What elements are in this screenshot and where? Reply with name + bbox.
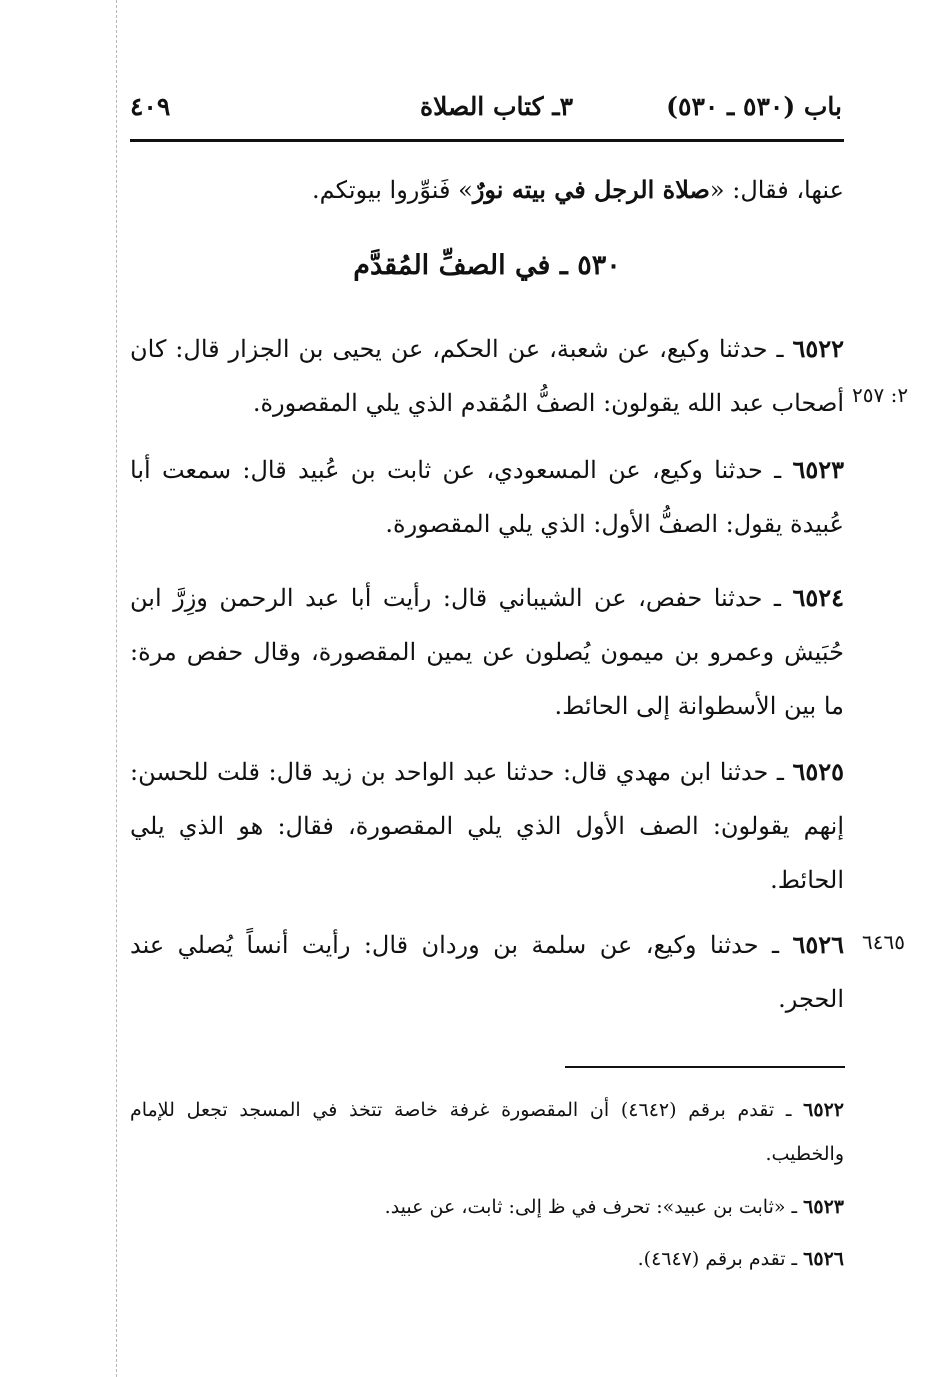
hadith-number: ٦٥٢٣	[792, 455, 844, 484]
hadith-number: ٦٥٢٤	[792, 583, 844, 612]
opening-after: » فَنوِّروا بيوتكم.	[312, 176, 473, 204]
page-number: ٤٠٩	[130, 92, 171, 121]
opening-before: عنها، فقال: «	[709, 176, 844, 204]
book-title: ٣ـ كتاب الصلاة	[420, 92, 574, 121]
hadith-6523	[130, 443, 844, 551]
footnote-number: ٦٥٢٦	[803, 1248, 844, 1270]
hadith-number: ٦٥٢٥	[792, 757, 844, 786]
hadith-text: ـ حدثنا حفص، عن الشيباني قال: رأيت أبا عبد الرحمن وزِرَّ ابن حُبَيش وعمرو بن ميمون يُصلون عن يمين المقصورة، وقال حفص مرة: ما بين الأسطوانة إلى الحائط.	[130, 584, 844, 720]
opening-quote: صلاة الرجل في بيته نورٌ	[472, 175, 710, 204]
hadith-number: ٦٥٢٢	[792, 334, 845, 363]
footnote-text: ـ تقدم برقم (٤٦٤٧).	[637, 1248, 804, 1270]
header-rule	[130, 139, 844, 142]
margin-cross-ref: ٦٤٦٥	[862, 930, 905, 954]
chapter-range: باب (٥٣٠ ـ ٥٣٠)	[666, 92, 842, 121]
hadith-number: ٦٥٢٦	[792, 930, 844, 959]
margin-volume-page: ٢: ٢٥٧	[852, 383, 909, 407]
hadith-text: ـ حدثنا ابن مهدي قال: حدثنا عبد الواحد بن زيد قال: قلت للحسن: إنهم يقولون: الصف الأول الذي يلي المقصورة، فقال: هو الذي يلي الحائط.	[130, 758, 844, 894]
footnote-number: ٦٥٢٢	[803, 1099, 844, 1121]
opening-line	[130, 163, 844, 217]
footnote-6522	[130, 1088, 844, 1176]
page-edge-line	[116, 0, 117, 1377]
section-title: ٥٣٠ ـ في الصفِّ المُقدَّم	[353, 250, 621, 281]
hadith-text: ـ حدثنا وكيع، عن المسعودي، عن ثابت بن عُبيد قال: سمعت أبا عُبيدة يقول: الصفُّ الأول: الذي يلي المقصورة.	[130, 456, 844, 538]
footnote-number: ٦٥٢٣	[803, 1196, 844, 1218]
footnote-6526	[130, 1237, 844, 1281]
footnote-text: ـ تقدم برقم (٤٦٤٢) أن المقصورة غرفة خاصة تتخذ في المسجد تجعل للإمام والخطيب.	[130, 1099, 844, 1165]
hadith-6524	[130, 571, 844, 733]
hadith-text: ـ حدثنا وكيع، عن سلمة بن وردان قال: رأيت أنساً يُصلي عند الحجر.	[130, 931, 844, 1013]
hadith-6525	[130, 745, 844, 907]
running-header	[130, 92, 842, 132]
footnote-text: ـ «ثابت بن عبيد»: تحرف في ظ إلى: ثابت، عن عبيد.	[384, 1196, 804, 1218]
hadith-6522	[130, 322, 844, 430]
footnote-rule	[565, 1066, 845, 1068]
hadith-6526	[130, 918, 844, 1026]
hadith-text: ـ حدثنا وكيع، عن شعبة، عن الحكم، عن يحيى بن الجزار قال: كان أصحاب عبد الله يقولون: الصفُّ المُقدم الذي يلي المقصورة.	[130, 335, 844, 417]
footnote-6523	[130, 1185, 844, 1229]
